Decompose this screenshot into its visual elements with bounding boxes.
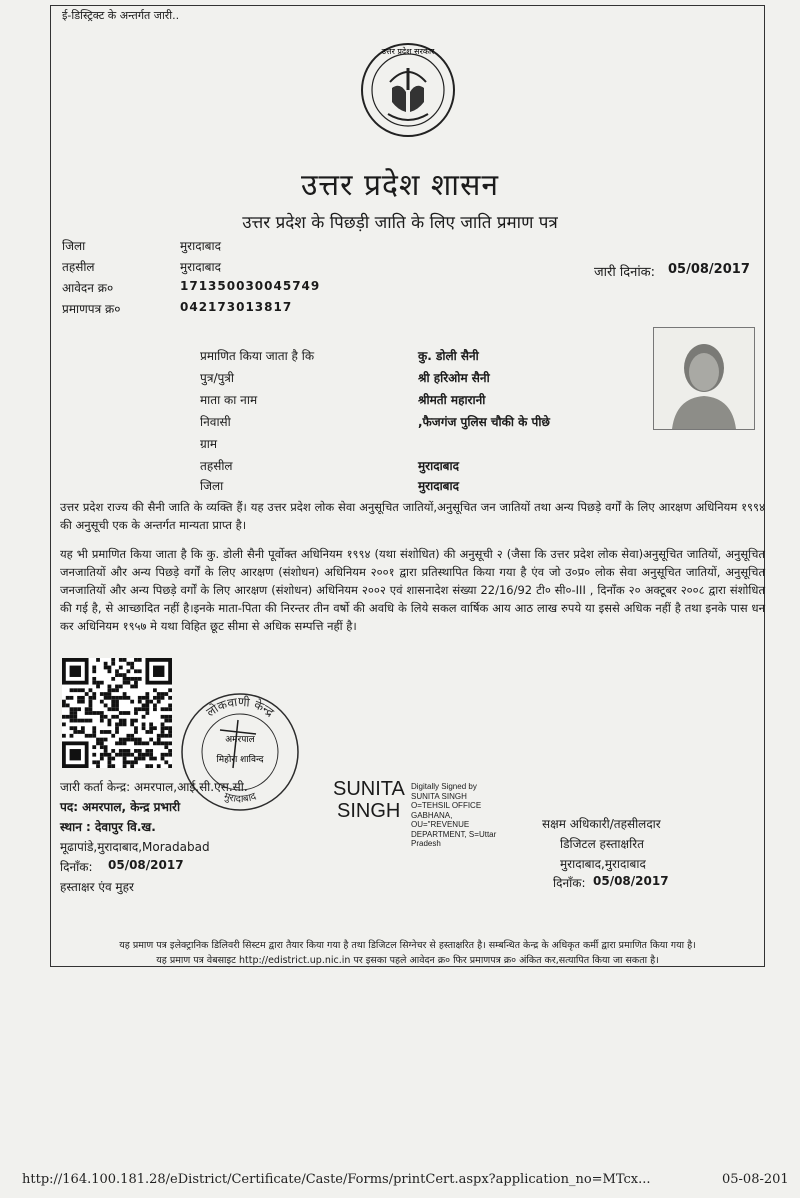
footer-note-2: यह प्रमाण पत्र वेबसाइट http://edistrict.up.nic.in पर इसका पहले आवेदन क्र० फिर प्रमाणपत्र क्र० अंकित कर,सत्यापित किया जा सकता है।: [156, 955, 659, 966]
top-note: ई-डिस्ट्रिक्ट के अन्तर्गत जारी..: [62, 9, 180, 22]
seal-inner-top: अमरपाल: [225, 735, 255, 745]
detail-label: ग्राम: [200, 437, 218, 451]
issuer-signature-label: हस्ताक्षर एंव मुहर: [60, 880, 134, 894]
authority-date-value: 05/08/2017: [593, 874, 669, 888]
detail-label: जिला: [200, 479, 224, 493]
sig-detail: SUNITA SINGH: [411, 791, 467, 801]
seal-bottom-text: मुरादाबाद: [222, 791, 258, 806]
detail-value: कु. डोली सैनी: [418, 349, 479, 363]
tehsil-label: तहसील: [62, 260, 95, 274]
sig-detail: Pradesh: [411, 839, 441, 848]
footer-note-1: यह प्रमाण पत्र इलेक्ट्रानिक डिलिवरी सिस्टम द्वारा तैयार किया गया है तथा डिजिटल सिग्नेचर से हस्ताक्षरित है। सम्बन्धित केन्द्र के अधिकृत कर्मी द्वारा प्रमाणित किया गया है।: [119, 940, 696, 951]
seal-outer-text: लोकवाणी केन्द्र: [203, 694, 277, 720]
detail-label: पुत्र/पुत्री: [200, 371, 235, 385]
detail-value: मुरादाबाद: [418, 459, 460, 473]
center-seal: [178, 690, 303, 815]
emblem-text: उत्तर प्रदेश सरकार: [381, 47, 435, 56]
detail-label: निवासी: [200, 415, 231, 429]
signature-name-line1: SUNITA: [333, 778, 405, 800]
authority-title: सक्षम अधिकारी/तहसीलदार: [542, 817, 661, 831]
authority-date-label: दिनाँक:: [553, 876, 586, 890]
svg-text:लोकवाणी केन्द्र: [204, 695, 277, 720]
sig-detail: DEPARTMENT, S=Uttar: [411, 829, 497, 839]
digital-signature-name: [333, 778, 405, 822]
detail-value: ,फैजगंज पुलिस चौकी के पीछे: [418, 415, 550, 429]
detail-label: प्रमाणित किया जाता है कि: [200, 349, 315, 363]
issue-date-value: 05/08/2017: [668, 262, 750, 277]
district-label: जिला: [62, 239, 86, 253]
certificate-subtitle: उत्तर प्रदेश के पिछड़ी जाति के लिए जाति प्रमाण पत्र: [242, 213, 558, 233]
state-emblem: [360, 42, 456, 138]
issue-date-label: जारी दिनांक:: [594, 265, 656, 280]
authority-digital: डिजिटल हस्ताक्षरित: [560, 837, 644, 851]
sig-detail: GABHANA,: [411, 810, 453, 820]
digital-signature-details: [411, 782, 496, 849]
issuer-address: मूढापांडे,मुरादाबाद,Moradabad: [60, 840, 210, 854]
issuer-date-value: 05/08/2017: [108, 858, 184, 872]
detail-label: तहसील: [200, 459, 233, 473]
print-url: http://164.100.181.28/eDistrict/Certificate/Caste/Forms/printCert.aspx?application_no=MTcx...: [22, 1172, 651, 1187]
seal-inner-sig: मिहोरा शाविन्द: [216, 755, 264, 765]
signature-name-line2: SINGH: [337, 800, 401, 822]
certificate-label: प्रमाणपत्र क्र०: [62, 302, 121, 316]
issuer-place: स्थान : देवापुर वि.ख.: [60, 820, 156, 834]
creamy-layer-statement: यह भी प्रमाणित किया जाता है कि कु. डोली सैनी पूर्वोक्त अधिनियम १९९४ (यथा संशोधित) की अनुसूची २ (जैसा कि उत्तर प्रदेश लोक सेवा)अनुसूचित जातियों, अनुसूचित जनजातियों और अन्य पिछड़े वर्गों के लिए आरक्षण (संशोधन) अधिनियम २००१ द्वारा प्रतिस्थापित किया गया है एंव जो उ०प्र० लोक सेवा अनुसूचित जातियों, अनुसूचित जनजातियों और अन्य पिछड़े वर्गों के लिए आरक्षण (संशोधन) अधिनियम २००२ एवं शासनादेश संख्या 22/16/92 टी० सी०-III , दिनाँक २० अक्टूबर २००८ द्वारा संशोधित की गई है, से आच्छादित नहीं है।इनके माता-पिता की निरन्तर तीन वर्षो की अवधि के लिये सकल वार्षिक आय आठ लाख रुपये या इससे अधिक नहीं है तथा इनके पास धन कर अधिनियम १९५७ मे यथा विहित छूट सीमा से अधिक सम्पत्ति नहीं है।: [60, 547, 765, 633]
applicant-photo: [653, 327, 755, 430]
district-value: मुरादाबाद: [180, 239, 222, 253]
detail-value: श्रीमती महारानी: [418, 393, 486, 407]
sig-detail: Digitally Signed by: [411, 782, 477, 791]
print-date: 05-08-201: [722, 1172, 789, 1187]
certificate-number: 042173013817: [180, 300, 293, 314]
tehsil-value: मुरादाबाद: [180, 260, 222, 274]
application-number: 171350030045749: [180, 279, 321, 293]
detail-value: श्री हरिओम सैनी: [418, 371, 490, 385]
detail-value: मुरादाबाद: [418, 479, 460, 493]
sig-detail: OU="REVENUE: [411, 820, 470, 829]
authority-place: मुरादाबाद,मुरादाबाद: [560, 857, 646, 871]
issuer-date-label: दिनाँक:: [60, 860, 93, 874]
qr-code: [62, 658, 172, 768]
detail-label: माता का नाम: [200, 393, 258, 407]
caste-statement: उत्तर प्रदेश राज्य की सैनी जाति के व्यक्ति हैं। यह उत्तर प्रदेश लोक सेवा अनुसूचित जातियों,अनुसूचित जन जातियों तथा अन्य पिछड़े वर्गों के लिए आरक्षण अधिनियम १९९४ की अनुसूची एक के अन्तर्गत मान्यता प्राप्त है।: [60, 500, 765, 532]
certificate-title: उत्तर प्रदेश शासन: [300, 168, 499, 203]
issuer-post: पद: अमरपाल, केन्द्र प्रभारी: [60, 800, 181, 814]
sig-detail: O=TEHSIL OFFICE: [411, 801, 482, 810]
application-label: आवेदन क्र०: [62, 281, 114, 295]
issuer-center: जारी कर्ता केन्द्र: अमरपाल,आई.सी.एस.सी.: [60, 780, 248, 794]
